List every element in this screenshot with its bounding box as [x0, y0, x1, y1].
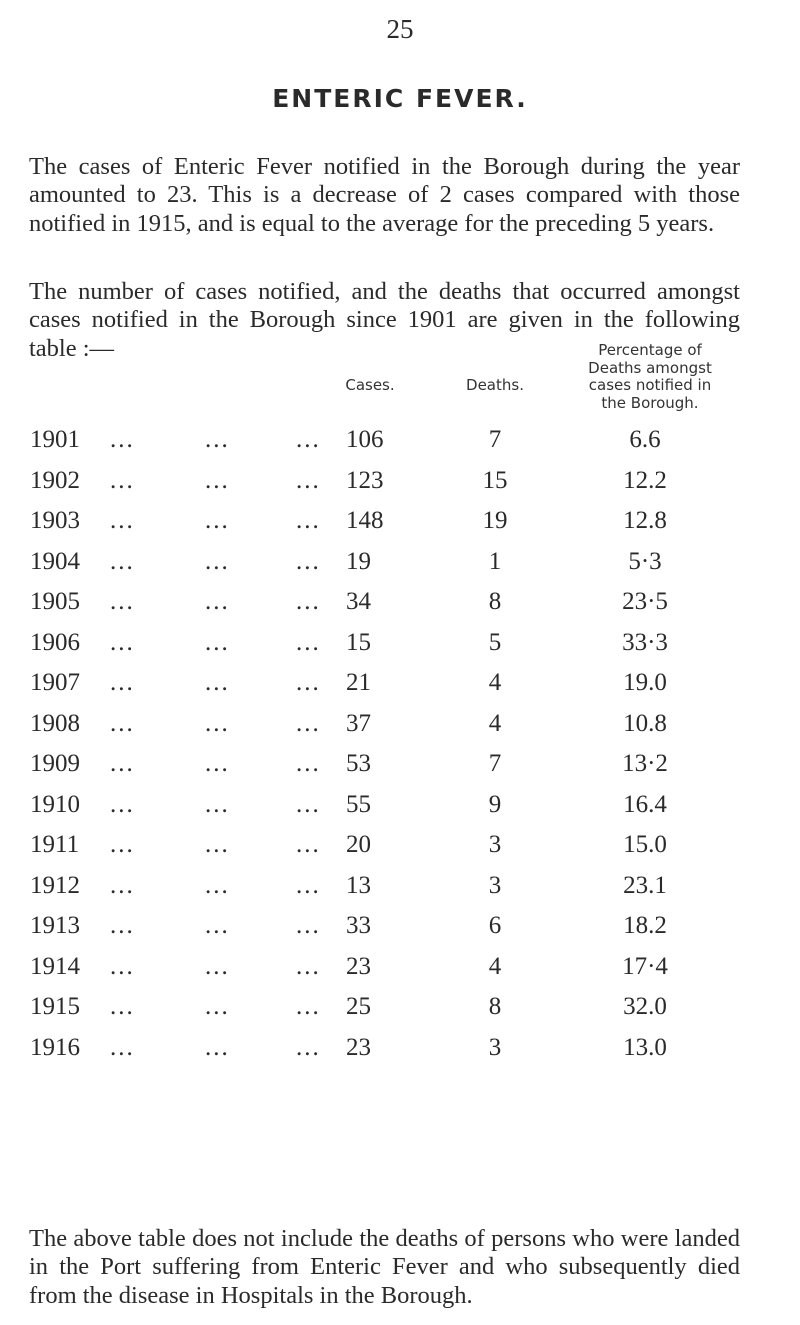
- table-row: [0, 426, 800, 466]
- row-percentage: 17·4: [622, 952, 668, 980]
- row-deaths: 9: [488, 790, 502, 818]
- row-dots: ...: [205, 790, 230, 818]
- row-dots: ...: [296, 993, 321, 1020]
- row-cases: 148: [346, 507, 384, 534]
- row-percentage: 12.8: [623, 507, 667, 534]
- row-dots: ...: [110, 466, 135, 494]
- row-cases: 55: [346, 790, 371, 818]
- row-dots: ...: [205, 750, 230, 777]
- row-dots: ...: [110, 669, 135, 696]
- table-row: [0, 791, 800, 831]
- row-year: 1901: [30, 426, 80, 453]
- row-year: 1910: [30, 790, 80, 818]
- row-deaths: 4: [488, 669, 502, 696]
- row-dots: ...: [205, 952, 230, 980]
- footnote-paragraph: The above table does not include the deaths of persons who were landed in the Port suffering from Enteric Fever and who subsequently died from the disease in Hospitals in the Borough.: [29, 1224, 740, 1309]
- row-dots: ...: [110, 628, 135, 656]
- row-year: 1902: [30, 466, 80, 494]
- row-dots: ...: [296, 952, 321, 980]
- row-dots: ...: [110, 547, 135, 575]
- row-dots: ...: [205, 912, 230, 939]
- row-percentage: 18.2: [623, 912, 667, 939]
- row-year: 1912: [30, 871, 80, 899]
- row-deaths: 6: [488, 912, 502, 939]
- table-row: [0, 993, 800, 1033]
- row-dots: ...: [296, 912, 321, 939]
- row-percentage: 12.2: [623, 466, 667, 494]
- row-year: 1904: [30, 547, 80, 575]
- row-cases: 34: [346, 588, 371, 615]
- row-dots: ...: [110, 993, 135, 1020]
- table-row: [0, 953, 800, 993]
- row-dots: ...: [296, 547, 321, 575]
- row-percentage: 23·5: [622, 588, 668, 615]
- row-dots: ...: [205, 466, 230, 494]
- row-dots: ...: [110, 831, 135, 858]
- row-dots: ...: [110, 709, 135, 737]
- table-row: [0, 750, 800, 790]
- row-percentage: 23.1: [623, 871, 667, 899]
- table-row: [0, 467, 800, 507]
- row-dots: ...: [110, 507, 135, 534]
- row-dots: ...: [205, 1033, 230, 1061]
- row-dots: ...: [110, 952, 135, 980]
- row-year: 1906: [30, 628, 80, 656]
- row-deaths: 4: [488, 709, 502, 737]
- table-row: [0, 669, 800, 709]
- row-cases: 53: [346, 750, 371, 777]
- row-deaths: 3: [488, 871, 502, 899]
- row-deaths: 15: [482, 466, 508, 494]
- row-dots: ...: [296, 1033, 321, 1061]
- row-deaths: 7: [488, 750, 502, 777]
- row-percentage: 6.6: [629, 426, 661, 453]
- row-deaths: 7: [488, 426, 502, 453]
- table-row: [0, 507, 800, 547]
- row-dots: ...: [205, 669, 230, 696]
- row-deaths: 5: [488, 628, 502, 656]
- row-dots: ...: [296, 588, 321, 615]
- row-percentage: 10.8: [623, 709, 667, 737]
- row-dots: ...: [205, 831, 230, 858]
- row-dots: ...: [296, 507, 321, 534]
- row-dots: ...: [110, 750, 135, 777]
- row-percentage: 15.0: [623, 831, 667, 858]
- row-cases: 25: [346, 993, 371, 1020]
- row-dots: ...: [205, 547, 230, 575]
- row-year: 1914: [30, 952, 80, 980]
- column-header-cases: Cases.: [345, 376, 395, 394]
- row-year: 1909: [30, 750, 80, 777]
- row-dots: ...: [205, 507, 230, 534]
- table-row: [0, 588, 800, 628]
- row-dots: ...: [110, 1033, 135, 1061]
- row-year: 1916: [30, 1033, 80, 1061]
- intro-paragraph: The cases of Enteric Fever notified in the Borough during the year amounted to 23. This is a decrease of 2 cases compared with those notified in 1915, and is equal to the average for the preceding 5 years.: [29, 152, 740, 237]
- row-cases: 19: [346, 547, 371, 575]
- row-dots: ...: [110, 790, 135, 818]
- row-year: 1903: [30, 507, 80, 534]
- row-cases: 33: [346, 912, 371, 939]
- row-deaths: 19: [482, 507, 508, 534]
- row-cases: 37: [346, 709, 371, 737]
- row-deaths: 8: [488, 993, 502, 1020]
- row-cases: 20: [346, 831, 371, 858]
- row-year: 1908: [30, 709, 80, 737]
- row-year: 1905: [30, 588, 80, 615]
- row-dots: ...: [205, 871, 230, 899]
- row-year: 1915: [30, 993, 80, 1020]
- row-cases: 106: [346, 426, 384, 453]
- row-cases: 15: [346, 628, 371, 656]
- row-dots: ...: [296, 628, 321, 656]
- row-deaths: 8: [488, 588, 502, 615]
- row-dots: ...: [205, 993, 230, 1020]
- row-dots: ...: [296, 871, 321, 899]
- row-dots: ...: [205, 628, 230, 656]
- table-row: [0, 831, 800, 871]
- column-header-percentage: Percentage of Deaths amongst cases notified in the Borough.: [588, 341, 712, 412]
- row-percentage: 5·3: [628, 547, 662, 575]
- row-cases: 21: [346, 669, 371, 696]
- table-row: [0, 912, 800, 952]
- row-year: 1907: [30, 669, 80, 696]
- page-title: ENTERIC FEVER.: [272, 84, 528, 113]
- table-row: [0, 872, 800, 912]
- table-row: [0, 548, 800, 588]
- row-dots: ...: [296, 426, 321, 453]
- row-dots: ...: [205, 588, 230, 615]
- page-number: 25: [386, 14, 414, 44]
- row-dots: ...: [110, 426, 135, 453]
- row-dots: ...: [296, 669, 321, 696]
- row-dots: ...: [110, 912, 135, 939]
- row-dots: ...: [296, 709, 321, 737]
- row-cases: 23: [346, 952, 371, 980]
- row-cases: 123: [346, 466, 384, 494]
- table-intro-paragraph: The number of cases notified, and the deaths that occurred amongst cases notified in the Borough since 1901 are given in the following table :—: [29, 277, 740, 362]
- row-dots: ...: [296, 831, 321, 858]
- row-dots: ...: [110, 588, 135, 615]
- column-header-deaths: Deaths.: [466, 376, 524, 394]
- row-dots: ...: [205, 709, 230, 737]
- row-dots: ...: [296, 790, 321, 818]
- row-year: 1911: [30, 831, 80, 858]
- row-percentage: 13·2: [622, 750, 668, 777]
- row-dots: ...: [110, 871, 135, 899]
- row-percentage: 13.0: [623, 1033, 667, 1061]
- row-percentage: 32.0: [623, 993, 667, 1020]
- table-row: [0, 710, 800, 750]
- row-deaths: 4: [488, 952, 502, 980]
- table-row: [0, 1034, 800, 1074]
- row-percentage: 19.0: [623, 669, 667, 696]
- row-percentage: 16.4: [623, 790, 667, 818]
- row-dots: ...: [296, 466, 321, 494]
- row-deaths: 1: [488, 547, 502, 575]
- row-year: 1913: [30, 912, 80, 939]
- row-cases: 13: [346, 871, 371, 899]
- row-percentage: 33·3: [622, 628, 668, 656]
- row-deaths: 3: [488, 831, 502, 858]
- row-dots: ...: [296, 750, 321, 777]
- row-cases: 23: [346, 1033, 371, 1061]
- row-dots: ...: [205, 426, 230, 453]
- row-deaths: 3: [488, 1033, 502, 1061]
- table-row: [0, 629, 800, 669]
